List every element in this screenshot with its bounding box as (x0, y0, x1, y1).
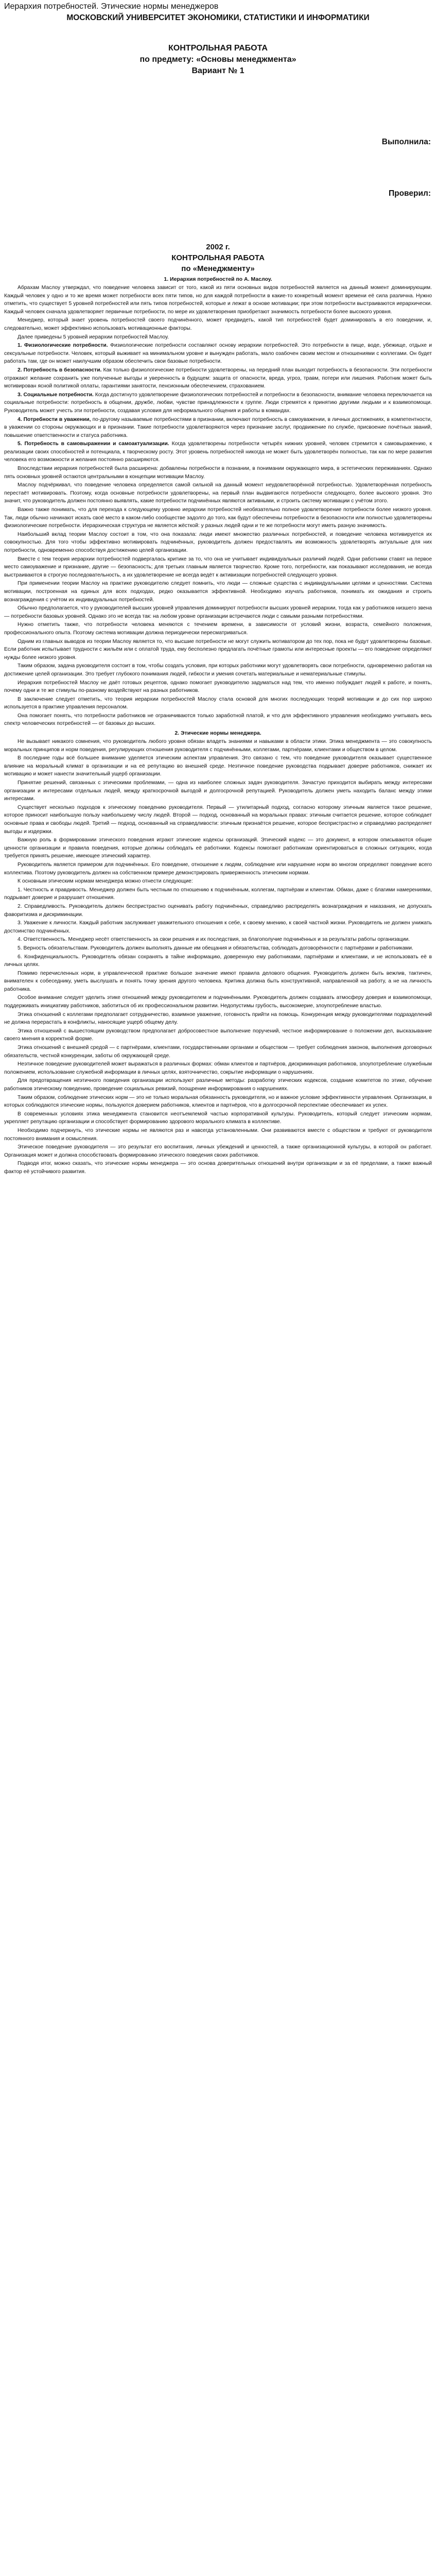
body-paragraph: Необходимо подчеркнуть, что этические нормы не являются раз и навсегда установленными. Они развиваются вместе с обществом и требуют от руководителя постоянного внимания и осмысления. (4, 1127, 432, 1142)
cover-subject-2: по «Менеджменту» (181, 264, 255, 273)
needs-level-item (4, 342, 432, 366)
body-paragraph: Вместе с тем теория иерархии потребностей подвергалась критике за то, что она не учитывает индивидуальных различий людей. Одни работники ставят на первое место самоуважение и признание, другие — безопасность; для третьих главным является творчество. Кроме того, потребности, как показывают исследования, не всегда выстраиваются в строгую последовательность, а их удовлетворение не всегда ведёт к активизации потребностей следующего уровня. (4, 556, 432, 578)
norm-item: 2. Справедливость. Руководитель должен беспристрастно оценивать работу подчинённых, справедливо распределять вознаграждения и наказания, не допускать фаворитизма и дискриминации. (4, 903, 432, 918)
cover-subject: по предмету: «Основы менеджмента» (139, 55, 297, 64)
needs-level-text: Физиологические потребности составляют основу иерархии потребностей. Это потребности в пище, воде, убежище, отдыхе и сексуальные потребности. Человек, который выживает на минимальном уровне и вынужден работать, мало озабочен своим местом и отношениями с коллегами. Он будет работать там, где он может наилучшим образом обеспечить свои базовые потребности. (4, 343, 432, 365)
norm-item: 4. Ответственность. Менеджер несёт ответственность за свои решения и их последствия, за благополучие подчинённых и за результаты работы организации. (18, 937, 410, 943)
body-paragraph: Особое внимание следует уделить этике отношений между руководителем и подчинёнными. Руководитель должен создавать атмосферу доверия и взаимопомощи, поддерживать инициативу работников, заботиться об их профессиональном развитии. Недопустимы грубость, высокомерие, злоупотребление властью. (4, 995, 432, 1009)
section1-body (4, 465, 432, 728)
body-paragraph: Существует несколько подходов к этическому поведению руководителя. Первый — утилитарный подход, согласно которому этичным является такое решение, которое приносит наибольшую пользу наибольшему числу людей. Второй — подход, основанный на моральных правах: этичным считается решение, которое соблюдает основные права и свободы людей. Третий — подход, основанный на справедливости: этичным признаётся решение, которое беспристрастно и справедливо распределяет выгоды и издержки. (4, 804, 432, 835)
body-paragraph: Наибольший вклад теории Маслоу состоит в том, что она показала: люди имеют множество различных потребностей, и поведение человека мотивируется их совокупностью. Для того чтобы эффективно мотивировать подчинённых, руководитель должен предоставлять им возможность удовлетворять актуальные для них потребности, одновременно способствуя достижению целей организации. (4, 531, 432, 553)
needs-level-title: 3. Социальные потребности. (18, 392, 94, 398)
document-header: Иерархия потребностей. Этические нормы менеджеров (4, 2, 219, 11)
body-paragraph: Этика отношений с внешней средой — с партнёрами, клиентами, государственными органами и обществом — требует соблюдения законов, выполнения договорных обязательств, честной конкуренции, заботы об окружающей среде. (4, 1045, 432, 1059)
section-heading-1: 1. Иерархия потребностей по А. Маслоу. (164, 276, 272, 282)
university-name: МОСКОВСКИЙ УНИВЕРСИТЕТ ЭКОНОМИКИ, СТАТИСТИКИ И ИНФОРМАТИКИ (66, 13, 370, 22)
body-paragraph: Она помогает понять, что потребности работников не ограничиваются только заработной платой, и что для эффективного управления необходимо учитывать весь спектр человеческих потребностей — от базовых до высших. (4, 713, 432, 727)
body-paragraph: В последние годы всё большее внимание уделяется этическим аспектам управления. Это связано с тем, что поведение руководителя оказывает существенное влияние на моральный климат в организации и на её репутацию во внешней среде. Неэтичное поведение руководства подрывает доверие работников, снижает их мотивацию и может нанести значительный ущерб организации. (4, 755, 432, 777)
ethics-norms-list (4, 886, 432, 969)
body-paragraph: Подводя итог, можно сказать, что этические нормы менеджера — это основа доверительных отношений внутри организации и за её пределами, а также важный фактор её устойчивого развития. (4, 1161, 432, 1175)
section-heading-2: 2. Этические нормы менеджера. (175, 730, 261, 737)
needs-level-text: Когда достигнуто удовлетворение физиологических потребностей и потребности в безопасности, внимание человека переключается на социальные потребности: потребность в общении, дружбе, любви, чувстве принадлежности к группе. Люди стремятся к принятию другими людьми и к взаимопомощи. Руководитель может учесть эти потребности, создавая условия для неформального общения и работы в командах. (4, 392, 432, 414)
norm-item: 5. Верность обязательствам. Руководитель должен выполнять данные им обещания и обязательства, соблюдать договорённости с партнёрами и работниками. (18, 945, 413, 951)
cover-year: 2002 г. (206, 243, 230, 251)
body-paragraph: Этика отношений с вышестоящим руководством предполагает добросовестное выполнение поручений, честное информирование о положении дел, высказывание своего мнения в корректной форме. (4, 1028, 432, 1042)
checked-label: Проверил: (388, 189, 431, 198)
body-paragraph: Далее приведены 5 уровней иерархии потребностей Маслоу. (18, 334, 169, 340)
needs-level-text: по-другому называемые потребностями в признании, включают потребность в самоуважении, в личных достижениях, в компетентности, в уважении со стороны окружающих и в признании. Такие потребности удовлетворяются через признание заслуг, продвижение по службе, присвоение почётных званий, повышение ответственности и статуса работника. (4, 416, 432, 438)
body-paragraph: При применении теории Маслоу на практике руководителю следует помнить, что люди — сложные существа с индивидуальными целями и ценностями. Система мотивации, построенная на единых для всех подходах, редко оказывается эффективной. Необходимо изучать работников, понимать их ожидания и строить вознаграждения с учётом их индивидуальных потребностей. (4, 581, 432, 603)
needs-level-text: Когда удовлетворены потребности четырёх нижних уровней, человек стремится к самовыражению, к реализации своих способностей и потенциала, к творческому росту. Этот уровень потребностей никогда не может быть удовлетворён полностью, так как по мере развития человека его возможности и желания постоянно расширяются. (4, 441, 432, 463)
body-paragraph: Одним из главных выводов из теории Маслоу является то, что высшие потребности не могут служить мотиватором до тех пор, пока не будут удовлетворены базовые. Если работник испытывает трудности с жильём или с оплатой труда, ему бесполезно предлагать почётные грамоты или интересные проекты — его поведение определяют нужды более низкого уровня. (4, 638, 432, 660)
body-paragraph: Неэтичное поведение руководителей может выражаться в различных формах: обман клиентов и партнёров, дискриминация работников, злоупотребление служебным положением, использование служебной информации в личных целях, взяточничество, сокрытие информации о нарушениях. (4, 1061, 432, 1075)
section2-intro (4, 738, 432, 886)
needs-level-item (4, 391, 432, 415)
body-paragraph: В заключение следует отметить, что теория иерархии потребностей Маслоу стала основой для многих последующих теорий мотивации и до сих пор широко используется в практике управления персоналом. (4, 696, 432, 710)
needs-levels-list (4, 342, 432, 464)
body-paragraph: Иерархия потребностей Маслоу не даёт готовых рецептов, однако помогает руководителю задуматься над тем, что именно побуждает людей к работе, и понять, почему одни и те же стимулы по-разному воздействуют на разных работников. (4, 680, 432, 694)
body-paragraph: Нужно отметить также, что потребности человека меняются с течением времени, в зависимости от условий жизни, возраста, семейного положения, профессионального опыта. Поэтому система мотивации должна периодически пересматриваться. (4, 622, 432, 636)
body-paragraph: Важную роль в формировании этического поведения играют этические кодексы организаций. Этический кодекс — это документ, в котором описываются общие ценности организации и правила поведения, которые должны соблюдать её работники. Кодексы помогают работникам ориентироваться в сложных ситуациях, когда требуется принять решение, имеющее этический характер. (4, 837, 432, 859)
body-paragraph: Руководитель является примером для подчинённых. Его поведение, отношение к людям, соблюдение или нарушение норм во многом определяют поведение всего коллектива. Поэтому руководитель должен на собственном примере демонстрировать приверженность этическим нормам. (4, 861, 432, 876)
needs-level-item (4, 366, 432, 391)
body-paragraph: Для предотвращения неэтичного поведения организации используют различные методы: разработку этических кодексов, создание комитетов по этике, обучение работников этическому поведению, проведение социальных ревизий, поощрение информирования о нарушениях. (4, 1078, 432, 1092)
body-paragraph: Важно также понимать, что для перехода к следующему уровню иерархии потребностей необязательно полное удовлетворение потребности более низкого уровня. Так, люди обычно начинают искать своё место в каком-либо сообществе задолго до того, как будут обеспечены потребности в безопасности или полностью удовлетворены физиологические потребности. Иерархическая структура не является жёсткой: у разных людей одни и те же потребности могут иметь разную значимость. (4, 507, 432, 529)
needs-level-text: Как только физиологические потребности удовлетворены, на передний план выходит потребность в безопасности. Эти потребности отражают желание сохранить уже полученные выгоды и уверенность в будущем: защита от опасности, вреда, угроз, травм, потери или лишения. Работник может быть мотивирован ясной политикой оплаты, гарантиями занятости, пенсионным обеспечением, страхованием. (4, 367, 432, 389)
body-paragraph: Этическое поведение руководителя — это результат его воспитания, личных убеждений и ценностей, а также организационной культуры, в которой он работает. Организация может и должна способствовать формированию этического поведения своих работников. (4, 1144, 432, 1158)
section1-intro (4, 284, 432, 341)
performed-label: Выполнила: (381, 138, 431, 146)
body-paragraph: Не вызывает никакого сомнения, что руководитель любого уровня обязан владеть знаниями и навыками в области этики. Этика менеджмента — это совокупность моральных принципов и норм поведения, регулирующих отношения руководителя с подчинёнными, коллегами, партнёрами, клиентами и обществом в целом. (4, 739, 432, 753)
needs-level-item (4, 440, 432, 464)
needs-level-title: 5. Потребность в самовыражении и самоактуализации. (18, 441, 169, 447)
body-paragraph: Менеджер, который знает уровень потребностей своего подчинённого, может предвидеть, какой тип потребностей будет доминировать в его поведении, и, следовательно, может эффективно использовать мотивационные факторы. (4, 317, 432, 331)
needs-level-item (4, 416, 432, 440)
body-paragraph: В современных условиях этика менеджмента становится неотъемлемой частью корпоративной культуры. Руководитель, который следует этическим нормам, укрепляет репутацию организации и способствует формированию здорового морального климата в коллективе. (4, 1111, 432, 1125)
body-paragraph: Таким образом, задача руководителя состоит в том, чтобы создать условия, при которых работники могут удовлетворять свои потребности, одновременно работая на достижение целей организации. Это требует глубокого понимания людей, гибкости и умения сочетать материальные и нематериальные стимулы. (4, 663, 432, 677)
section2-body (4, 970, 432, 1176)
cover-title-2: КОНТРОЛЬНАЯ РАБОТА (171, 253, 265, 262)
needs-level-title: 1. Физиологические потребности. (18, 343, 108, 349)
body-paragraph: Принятие решений, связанных с этическими проблемами, — одна из наиболее сложных задач руководителя. Зачастую приходится выбирать между интересами организации и интересами отдельных людей, между краткосрочной выгодой и долгосрочной репутацией. Руководитель должен уметь находить баланс между этими интересами. (4, 780, 432, 802)
cover-variant: Вариант № 1 (191, 66, 245, 75)
body-paragraph: Таким образом, соблюдение этических норм — это не только моральная обязанность руководителя, но и важное условие эффективности управления. Организации, в которых соблюдаются этические нормы, пользуются доверием работников, клиентов и партнёров, что в долгосрочной перспективе обеспечивает их успех. (4, 1094, 432, 1109)
body-paragraph: Впоследствии иерархия потребностей была расширена: добавлены потребности в познании, в понимании окружающего мира, в эстетических переживаниях. Однако пять основных уровней остаются центральными в концепции мотивации Маслоу. (4, 466, 432, 480)
body-paragraph: Помимо перечисленных норм, в управленческой практике большое значение имеют правила делового общения. Руководитель должен быть вежлив, тактичен, внимателен к собеседнику, уметь выслушать и понять точку зрения другого человека. Критика должна быть конструктивной, направленной на работу, а не на личность работника. (4, 970, 432, 992)
needs-level-title: 4. Потребности в уважении, (18, 416, 91, 422)
body-paragraph: Абрахам Маслоу утверждал, что поведение человека зависит от того, какой из пяти основных видов потребностей является на данный момент доминирующим. Каждый человек у одно и то же время может потребности всех пяти типов, но для каждой потребности в какие-то конкретный момент времени её сила различна. Нужно отметить, что существует 5 уровней потребностей или пять типов потребностей, которые и лежат в основе мотивации; при этом потребности выстраиваются иерархически. Каждый человек сначала удовлетворяет первичные потребности, по мере их удовлетворения приобретают значимость потребности более высокого уровня. (4, 285, 432, 315)
body-paragraph: Этика отношений с коллегами предполагает сотрудничество, взаимное уважение, готовность прийти на помощь. Конкуренция между руководителями подразделений не должна перерастать в конфликты, наносящие ущерб общему делу. (4, 1011, 432, 1026)
norm-item: 1. Честность и правдивость. Менеджер должен быть честным по отношению к подчинённым, коллегам, партнёрам и клиентам. Обман, даже с благими намерениями, подрывает доверие и разрушает отношения. (4, 887, 432, 901)
norm-item: 6. Конфиденциальность. Руководитель обязан сохранять в тайне информацию, доверенную ему работниками, партнёрами и клиентами, и не использовать её в личных целях. (4, 954, 432, 968)
body-paragraph: Маслоу подчёркивал, что поведение человека определяется самой сильной на данный момент неудовлетворённой потребностью. Удовлетворённая потребность перестаёт мотивировать. Поэтому, когда основные потребности удовлетворены, на первый план выдвигаются потребности следующего, более высокого уровня. Это значит, что руководитель должен постоянно выявлять, какие потребности подчинённых являются активными, и строить систему мотивации с учётом этого. (4, 482, 432, 504)
norm-item: 3. Уважение к личности. Каждый работник заслуживает уважительного отношения к себе, к своему мнению, к своей частной жизни. Руководитель не должен унижать достоинство подчинённых. (4, 920, 432, 934)
body-paragraph: Обычно предполагается, что у руководителей высших уровней управления доминируют потребности высших уровней иерархии, тогда как у работников низшего звена — потребности базовых уровней. Однако это не всегда так: на любом уровне организации встречаются люди с самыми разными потребностями. (4, 605, 432, 619)
body-paragraph: К основным этическим нормам менеджера можно отнести следующие: (18, 878, 193, 885)
cover-title: КОНТРОЛЬНАЯ РАБОТА (168, 44, 268, 53)
needs-level-title: 2. Потребность в безопасности. (18, 367, 102, 373)
